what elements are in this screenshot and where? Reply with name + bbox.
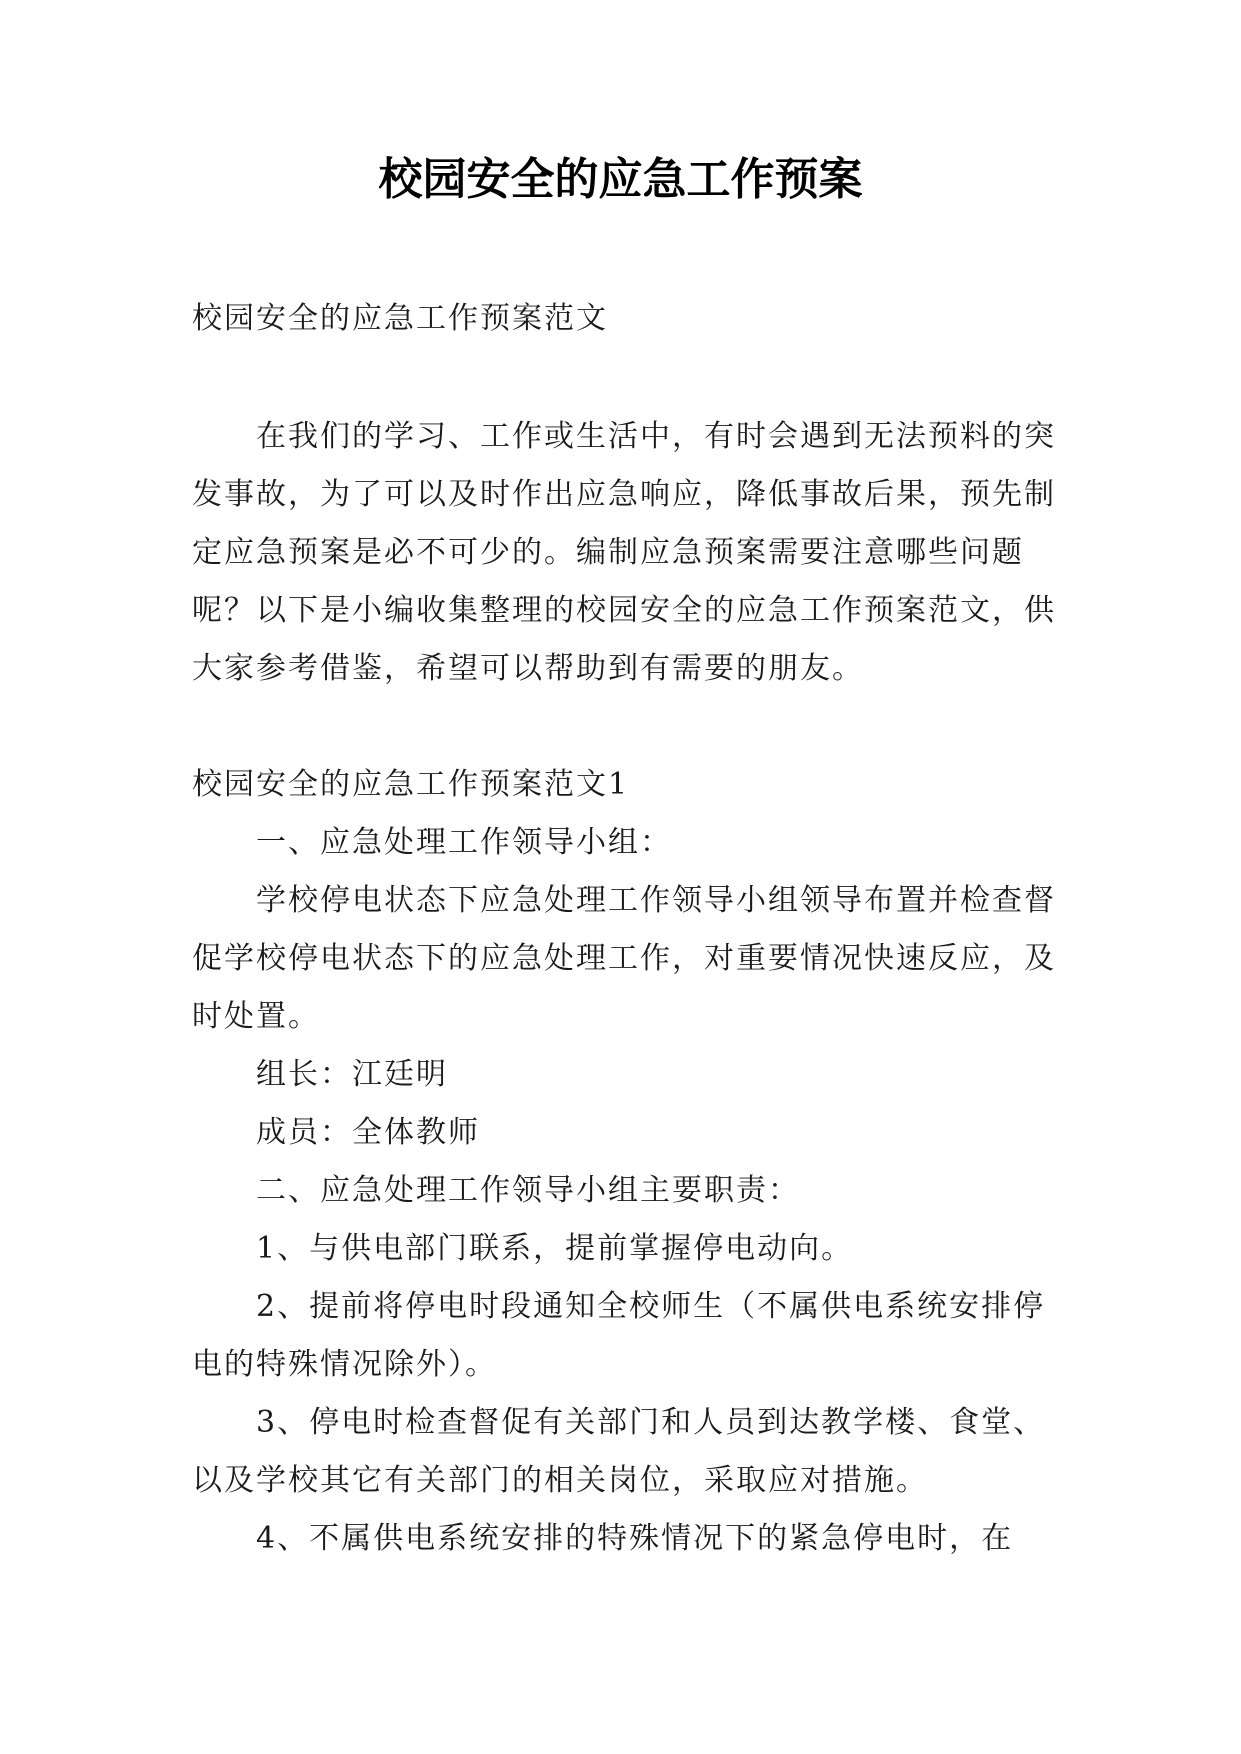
intro-paragraph: 在我们的学习、工作或生活中，有时会遇到无法预料的突发事故，为了可以及时作出应急响应，降低事故后果，预先制定应急预案是必不可少的。编制应急预案需要注意哪些问题呢？以下是小编收集整理的校园安全的应急工作预案范文，供大家参考借鉴，希望可以帮助到有需要的朋友。	[192, 419, 1056, 686]
paragraph: 组长：江廷明	[256, 1057, 448, 1092]
document-title: 校园安全的应急工作预案	[378, 154, 863, 205]
paragraph: 二、应急处理工作领导小组主要职责：	[256, 1173, 800, 1208]
document-subtitle: 校园安全的应急工作预案范文	[192, 301, 608, 336]
paragraph: 一、应急处理工作领导小组：	[256, 825, 672, 860]
paragraph: 4、不属供电系统安排的特殊情况下的紧急停电时，在	[256, 1521, 1014, 1556]
paragraph: 3、停电时检查督促有关部门和人员到达教学楼、食堂、以及学校其它有关部门的相关岗位，采取应对措施。	[192, 1405, 1046, 1498]
section-heading: 校园安全的应急工作预案范文1	[192, 767, 630, 802]
paragraph: 1、与供电部门联系，提前掌握停电动向。	[256, 1231, 854, 1266]
paragraph: 2、提前将停电时段通知全校师生（不属供电系统安排停电的特殊情况除外）。	[192, 1289, 1046, 1382]
paragraph: 成员：全体教师	[256, 1115, 480, 1150]
paragraph: 学校停电状态下应急处理工作领导小组领导布置并检查督促学校停电状态下的应急处理工作，对重要情况快速反应，及时处置。	[192, 883, 1056, 1034]
spacer	[192, 348, 1062, 408]
document-body	[192, 290, 1062, 1568]
spacer	[192, 698, 1062, 756]
